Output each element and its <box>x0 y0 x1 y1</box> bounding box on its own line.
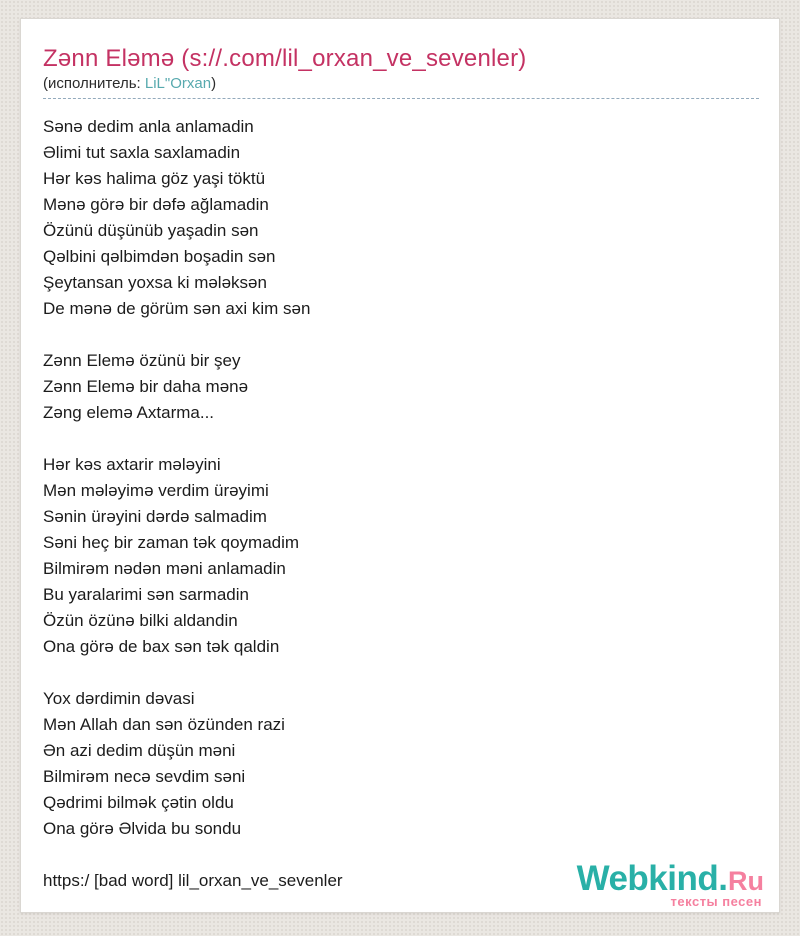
lyric-line: https:/ [bad word] lil_orxan_ve_sevenler <box>43 871 343 890</box>
lyric-line: Sənin ürəyini dərdə salmadim <box>43 507 267 526</box>
lyric-line: Mən Allah dan sən özünden razi <box>43 715 285 734</box>
lyric-line: Qəlbini qəlbimdən boşadin sən <box>43 247 276 266</box>
webkind-logo-wordmark <box>577 861 764 896</box>
dashed-separator <box>43 98 759 99</box>
artist-line <box>43 75 759 93</box>
lyric-line: Bilmirəm nədən məni anlamadin <box>43 559 286 578</box>
lyric-line: Özünü düşünüb yaşadin sən <box>43 221 259 240</box>
artist-label-prefix: (исполнитель: <box>43 75 145 92</box>
lyric-line: Ona görə de bax sən tək qaldin <box>43 637 280 656</box>
lyric-line: Şeytansan yoxsa ki mələksən <box>43 273 267 292</box>
lyric-line: Zənn Elemə bir daha mənə <box>43 377 249 396</box>
lyric-line: Ən azi dedim düşün məni <box>43 741 236 760</box>
lyric-line: Bu yaralarimi sən sarmadin <box>43 585 249 604</box>
lyric-line: Ona görə Əlvida bu sondu <box>43 819 242 838</box>
lyric-line: Sənə dedim anla anlamadin <box>43 117 254 136</box>
lyrics-verse <box>43 348 759 426</box>
content-card <box>20 18 780 913</box>
lyric-line: Səni heç bir zaman tək qoymadim <box>43 533 300 552</box>
lyric-line: Əlimi tut saxla saxlamadin <box>43 143 241 162</box>
webkind-logo-main: Webkind <box>576 859 719 898</box>
artist-label-suffix: ) <box>211 75 217 92</box>
lyric-line: Yox dərdimin dəvasi <box>43 689 195 708</box>
lyric-line: Bilmirəm necə sevdim səni <box>43 767 246 786</box>
lyric-line: Hər kəs halima göz yaşi töktü <box>43 169 266 188</box>
lyrics-text <box>43 114 759 894</box>
lyric-line: Mən mələyimə verdim ürəyimi <box>43 481 269 500</box>
webkind-logo[interactable] <box>577 861 764 908</box>
lyrics-verse <box>43 114 759 322</box>
lyric-line: Qədrimi bilmək çətin oldu <box>43 793 234 812</box>
lyric-line: Hər kəs axtarir mələyini <box>43 455 221 474</box>
lyric-line: Zənn Elemə özünü bir şey <box>43 351 241 370</box>
lyric-line: De mənə de görüm sən axi kim sən <box>43 299 311 318</box>
webkind-logo-dot: . <box>718 859 728 898</box>
lyric-line: Mənə görə bir dəfə ağlamadin <box>43 195 269 214</box>
lyrics-verse <box>43 452 759 660</box>
lyric-line: Zəng elemə Axtarma... <box>43 403 215 422</box>
webkind-logo-tagline: тексты песен <box>670 894 762 909</box>
lyrics-verse <box>43 686 759 842</box>
webkind-logo-tld: Ru <box>728 866 764 896</box>
lyric-line: Özün özünə bilki aldandin <box>43 611 238 630</box>
page-title: Zənn Eləmə (s://.com/lil_orxan_ve_sevenler) <box>43 45 527 72</box>
artist-link[interactable]: LiL"Orxan <box>144 75 212 92</box>
